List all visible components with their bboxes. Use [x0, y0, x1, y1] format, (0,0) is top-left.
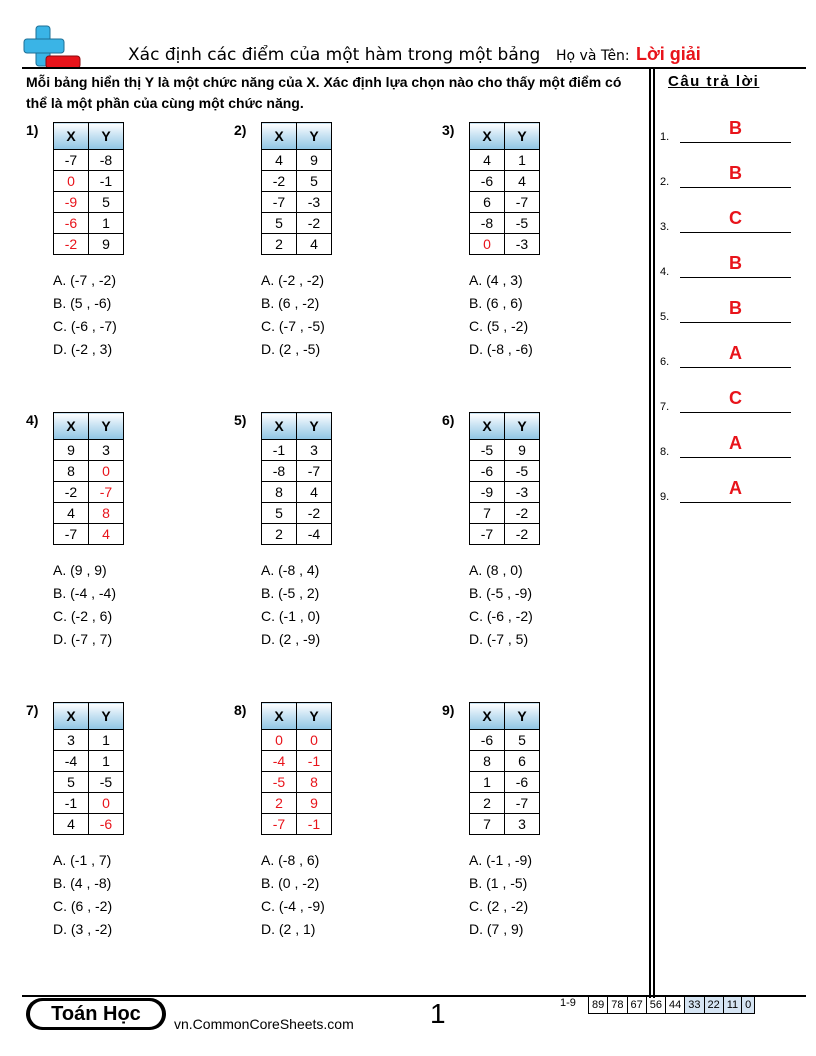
y-cell: 3 [505, 814, 540, 835]
answer-row [660, 203, 795, 233]
name-label: Họ và Tên: [556, 48, 630, 64]
option: B. (5 , -6) [53, 295, 112, 311]
answer-value: A [729, 343, 742, 363]
table-header-row [470, 703, 540, 730]
x-cell: -1 [262, 440, 297, 461]
x-cell: 2 [470, 793, 505, 814]
problem-number: 6) [442, 412, 455, 428]
option: A. (4 , 3) [469, 272, 523, 288]
option: C. (-6 , -7) [53, 318, 117, 334]
problem-number: 1) [26, 122, 39, 138]
option: B. (6 , -2) [261, 295, 320, 311]
table-row [262, 192, 332, 213]
x-cell: 4 [54, 503, 89, 524]
y-cell: 4 [505, 171, 540, 192]
name-value: Lời giải [636, 44, 701, 64]
option: B. (-5 , 2) [261, 585, 320, 601]
x-cell: -7 [262, 814, 297, 835]
y-header: Y [89, 703, 124, 730]
table-row [262, 793, 332, 814]
xy-table [261, 702, 332, 835]
y-cell: 9 [297, 793, 332, 814]
option: C. (2 , -2) [469, 898, 529, 914]
answer-value: B [729, 163, 742, 183]
score-cell: 33 [685, 997, 704, 1014]
table-row [470, 482, 540, 503]
y-header: Y [505, 703, 540, 730]
page-number: 1 [430, 998, 446, 1029]
answer-options [53, 269, 117, 361]
y-cell: 3 [297, 440, 332, 461]
x-cell: 0 [54, 171, 89, 192]
table-row [470, 171, 540, 192]
answer-options [469, 559, 533, 651]
x-cell: -7 [54, 524, 89, 545]
y-cell: -1 [297, 814, 332, 835]
x-cell: -6 [470, 730, 505, 751]
x-cell: -6 [470, 461, 505, 482]
answer-options [261, 269, 325, 361]
y-header: Y [297, 413, 332, 440]
answer-number: 7. [660, 401, 670, 413]
option: B. (-5 , -9) [469, 585, 533, 601]
score-cell: 78 [608, 997, 627, 1014]
y-cell: 9 [89, 234, 124, 255]
table-row [470, 213, 540, 234]
x-cell: -7 [54, 150, 89, 171]
table-row [262, 171, 332, 192]
score-cell: 44 [666, 997, 685, 1014]
option: A. (-1 , -9) [469, 852, 533, 868]
y-header: Y [505, 413, 540, 440]
table-header-row [470, 123, 540, 150]
answer-line [680, 277, 791, 278]
problem-number: 3) [442, 122, 455, 138]
table-header-row [54, 123, 124, 150]
answer-value: B [729, 298, 742, 318]
y-cell: 5 [505, 730, 540, 751]
x-cell: -9 [54, 192, 89, 213]
option: D. (2 , -9) [261, 631, 321, 647]
table-row [262, 482, 332, 503]
option: D. (3 , -2) [53, 921, 113, 937]
instructions: Mỗi bảng hiển thị Y là một chức năng của X. Xác định lựa chọn nào cho thấy một điểm có thể là một phần của cùng một chức năng. [26, 74, 622, 111]
option: B. (6 , 6) [469, 295, 523, 311]
table-row [262, 503, 332, 524]
table-row [54, 524, 124, 545]
table-row [262, 524, 332, 545]
problem-number: 7) [26, 702, 39, 718]
y-cell: 1 [89, 213, 124, 234]
x-header: X [54, 413, 89, 440]
y-cell: 6 [505, 751, 540, 772]
y-header: Y [505, 123, 540, 150]
option: C. (6 , -2) [53, 898, 113, 914]
x-cell: 4 [262, 150, 297, 171]
x-cell: -1 [54, 793, 89, 814]
table-row [54, 793, 124, 814]
answer-value: A [729, 433, 742, 453]
table-row [54, 150, 124, 171]
xy-table [469, 412, 540, 545]
x-cell: 8 [54, 461, 89, 482]
problem [234, 122, 414, 372]
problem-number: 9) [442, 702, 455, 718]
y-cell: -3 [505, 234, 540, 255]
x-cell: 5 [54, 772, 89, 793]
option: B. (0 , -2) [261, 875, 320, 891]
answer-number: 9. [660, 491, 670, 503]
x-header: X [54, 123, 89, 150]
answer-number: 8. [660, 446, 670, 458]
y-cell: -2 [297, 503, 332, 524]
option: B. (1 , -5) [469, 875, 528, 891]
option: D. (-8 , -6) [469, 341, 533, 357]
table-row [262, 440, 332, 461]
option: B. (-4 , -4) [53, 585, 117, 601]
answer-options [53, 849, 112, 941]
answer-line [680, 367, 791, 368]
answer-value: B [729, 253, 742, 273]
answer-options [53, 559, 116, 651]
y-cell: 4 [297, 234, 332, 255]
y-cell: 0 [89, 793, 124, 814]
x-cell: 9 [54, 440, 89, 461]
table-row [54, 814, 124, 835]
option: D. (2 , 1) [261, 921, 316, 937]
option: C. (-1 , 0) [261, 608, 321, 624]
answer-key-heading: Câu trả lời [668, 73, 760, 90]
y-cell: 5 [297, 171, 332, 192]
y-header: Y [297, 123, 332, 150]
brand-badge [26, 998, 166, 1030]
answer-line [680, 232, 791, 233]
score-cell: 89 [589, 997, 608, 1014]
x-cell: -2 [54, 482, 89, 503]
problem [26, 702, 206, 952]
table-row [262, 730, 332, 751]
table-row [470, 440, 540, 461]
table-row [262, 751, 332, 772]
xy-table [261, 412, 332, 545]
x-cell: -7 [470, 524, 505, 545]
xy-table [53, 412, 124, 545]
x-header: X [262, 123, 297, 150]
y-cell: -1 [297, 751, 332, 772]
option: C. (-2 , 6) [53, 608, 113, 624]
problem [442, 122, 622, 372]
score-cell: 0 [742, 997, 755, 1014]
x-cell: -4 [262, 751, 297, 772]
table-row [54, 482, 124, 503]
y-cell: 9 [297, 150, 332, 171]
answer-line [680, 457, 791, 458]
table-row [470, 503, 540, 524]
table-row [470, 150, 540, 171]
x-cell: 2 [262, 234, 297, 255]
option: A. (-2 , -2) [261, 272, 325, 288]
answer-line [680, 322, 791, 323]
xy-table [261, 122, 332, 255]
problem [442, 702, 622, 952]
x-cell: 1 [470, 772, 505, 793]
y-cell: 1 [505, 150, 540, 171]
y-cell: 3 [89, 440, 124, 461]
table-header-row [262, 413, 332, 440]
score-cell: 22 [704, 997, 723, 1014]
table-row [54, 461, 124, 482]
score-cell: 67 [627, 997, 646, 1014]
answer-options [469, 849, 532, 941]
option: A. (-8 , 6) [261, 852, 320, 868]
answer-row [660, 473, 795, 503]
x-cell: 4 [470, 150, 505, 171]
x-cell: 7 [470, 814, 505, 835]
problem-number: 2) [234, 122, 247, 138]
y-cell: 5 [89, 192, 124, 213]
x-cell: -6 [54, 213, 89, 234]
answer-number: 6. [660, 356, 670, 368]
y-cell: -1 [89, 171, 124, 192]
y-cell: -8 [89, 150, 124, 171]
y-cell: -4 [297, 524, 332, 545]
option: A. (-8 , 4) [261, 562, 320, 578]
score-range-label: 1-9 [560, 997, 576, 1009]
x-cell: 4 [54, 814, 89, 835]
y-cell: -7 [505, 192, 540, 213]
table-row [262, 234, 332, 255]
y-cell: -2 [505, 524, 540, 545]
answer-options [261, 559, 320, 651]
x-cell: 0 [470, 234, 505, 255]
problem [234, 412, 414, 662]
header-divider [22, 67, 806, 69]
x-cell: 7 [470, 503, 505, 524]
answer-number: 3. [660, 221, 670, 233]
x-cell: -8 [470, 213, 505, 234]
y-cell: 8 [89, 503, 124, 524]
x-cell: -2 [262, 171, 297, 192]
x-cell: 8 [470, 751, 505, 772]
y-cell: -2 [297, 213, 332, 234]
answer-line [680, 142, 791, 143]
score-table [588, 996, 755, 1014]
x-header: X [262, 703, 297, 730]
answer-options [469, 269, 533, 361]
table-row [54, 440, 124, 461]
option: C. (-4 , -9) [261, 898, 325, 914]
option: D. (-7 , 7) [53, 631, 113, 647]
answer-number: 5. [660, 311, 670, 323]
table-row [470, 751, 540, 772]
answer-row [660, 158, 795, 188]
y-cell: 8 [297, 772, 332, 793]
worksheet-title: Xác định các điểm của một hàm trong một bảng [128, 45, 541, 65]
x-cell: 0 [262, 730, 297, 751]
table-row [470, 793, 540, 814]
problem [26, 122, 206, 372]
y-header: Y [297, 703, 332, 730]
table-header-row [54, 703, 124, 730]
y-cell: -7 [505, 793, 540, 814]
x-cell: -5 [470, 440, 505, 461]
option: A. (-1 , 7) [53, 852, 112, 868]
x-cell: -5 [262, 772, 297, 793]
table-row [470, 524, 540, 545]
x-cell: 2 [262, 793, 297, 814]
answer-value: B [729, 118, 742, 138]
problem-number: 8) [234, 702, 247, 718]
answer-row [660, 428, 795, 458]
table-row [262, 213, 332, 234]
score-cell: 56 [646, 997, 665, 1014]
y-cell: 9 [505, 440, 540, 461]
x-header: X [54, 703, 89, 730]
brand-label: Toán Học [30, 1001, 162, 1027]
site-url: vn.CommonCoreSheets.com [174, 1016, 354, 1032]
option: D. (7 , 9) [469, 921, 524, 937]
answer-options [261, 849, 325, 941]
x-cell: -9 [470, 482, 505, 503]
problem-number: 5) [234, 412, 247, 428]
y-header: Y [89, 123, 124, 150]
table-row [470, 234, 540, 255]
y-cell: -6 [89, 814, 124, 835]
x-cell: 8 [262, 482, 297, 503]
xy-table [469, 122, 540, 255]
option: A. (9 , 9) [53, 562, 107, 578]
answer-column-divider [653, 68, 655, 998]
x-cell: -2 [54, 234, 89, 255]
x-cell: -7 [262, 192, 297, 213]
option: D. (2 , -5) [261, 341, 321, 357]
table-row [54, 171, 124, 192]
answer-row [660, 383, 795, 413]
y-cell: -6 [505, 772, 540, 793]
answer-number: 4. [660, 266, 670, 278]
problem-number: 4) [26, 412, 39, 428]
table-row [262, 150, 332, 171]
xy-table [53, 702, 124, 835]
xy-table [469, 702, 540, 835]
y-cell: -5 [505, 461, 540, 482]
table-header-row [54, 413, 124, 440]
option: D. (-2 , 3) [53, 341, 113, 357]
y-cell: 1 [89, 751, 124, 772]
problem [442, 412, 622, 662]
y-cell: -5 [89, 772, 124, 793]
answer-row [660, 248, 795, 278]
table-row [54, 192, 124, 213]
table-row [54, 503, 124, 524]
table-row [54, 730, 124, 751]
option: C. (-7 , -5) [261, 318, 325, 334]
table-header-row [470, 413, 540, 440]
x-header: X [470, 703, 505, 730]
y-cell: 4 [297, 482, 332, 503]
answer-value: C [729, 208, 742, 228]
table-row [470, 814, 540, 835]
answer-number: 2. [660, 176, 670, 188]
table-row [470, 192, 540, 213]
x-cell: -4 [54, 751, 89, 772]
y-cell: -7 [89, 482, 124, 503]
x-cell: -6 [470, 171, 505, 192]
table-row [54, 772, 124, 793]
answer-row [660, 293, 795, 323]
option: A. (8 , 0) [469, 562, 523, 578]
x-header: X [262, 413, 297, 440]
option: A. (-7 , -2) [53, 272, 117, 288]
answer-number: 1. [660, 131, 670, 143]
x-header: X [470, 123, 505, 150]
answer-value: C [729, 388, 742, 408]
table-row [262, 461, 332, 482]
x-cell: 5 [262, 503, 297, 524]
table-row [262, 772, 332, 793]
score-cell: 11 [723, 997, 741, 1014]
y-cell: 0 [297, 730, 332, 751]
answer-row [660, 113, 795, 143]
x-cell: 5 [262, 213, 297, 234]
table-row [470, 772, 540, 793]
option: C. (5 , -2) [469, 318, 529, 334]
option: D. (-7 , 5) [469, 631, 529, 647]
y-cell: -2 [505, 503, 540, 524]
x-cell: 6 [470, 192, 505, 213]
y-header: Y [89, 413, 124, 440]
y-cell: -3 [297, 192, 332, 213]
y-cell: -5 [505, 213, 540, 234]
answer-line [680, 412, 791, 413]
y-cell: 0 [89, 461, 124, 482]
table-row [470, 461, 540, 482]
xy-table [53, 122, 124, 255]
table-row [54, 213, 124, 234]
y-cell: 1 [89, 730, 124, 751]
answer-value: A [729, 478, 742, 498]
table-row [262, 814, 332, 835]
table-header-row [262, 703, 332, 730]
table-row [470, 730, 540, 751]
x-cell: 2 [262, 524, 297, 545]
answer-row [660, 338, 795, 368]
option: B. (4 , -8) [53, 875, 112, 891]
table-row [54, 751, 124, 772]
answer-column-divider [649, 68, 651, 998]
answer-line [680, 502, 791, 503]
x-cell: -8 [262, 461, 297, 482]
plus-minus-logo-icon [22, 24, 82, 70]
x-cell: 3 [54, 730, 89, 751]
y-cell: -3 [505, 482, 540, 503]
x-header: X [470, 413, 505, 440]
table-row [54, 234, 124, 255]
y-cell: 4 [89, 524, 124, 545]
problem [26, 412, 206, 662]
score-row [589, 997, 755, 1014]
problem [234, 702, 414, 952]
option: C. (-6 , -2) [469, 608, 533, 624]
answer-line [680, 187, 791, 188]
y-cell: -7 [297, 461, 332, 482]
table-header-row [262, 123, 332, 150]
